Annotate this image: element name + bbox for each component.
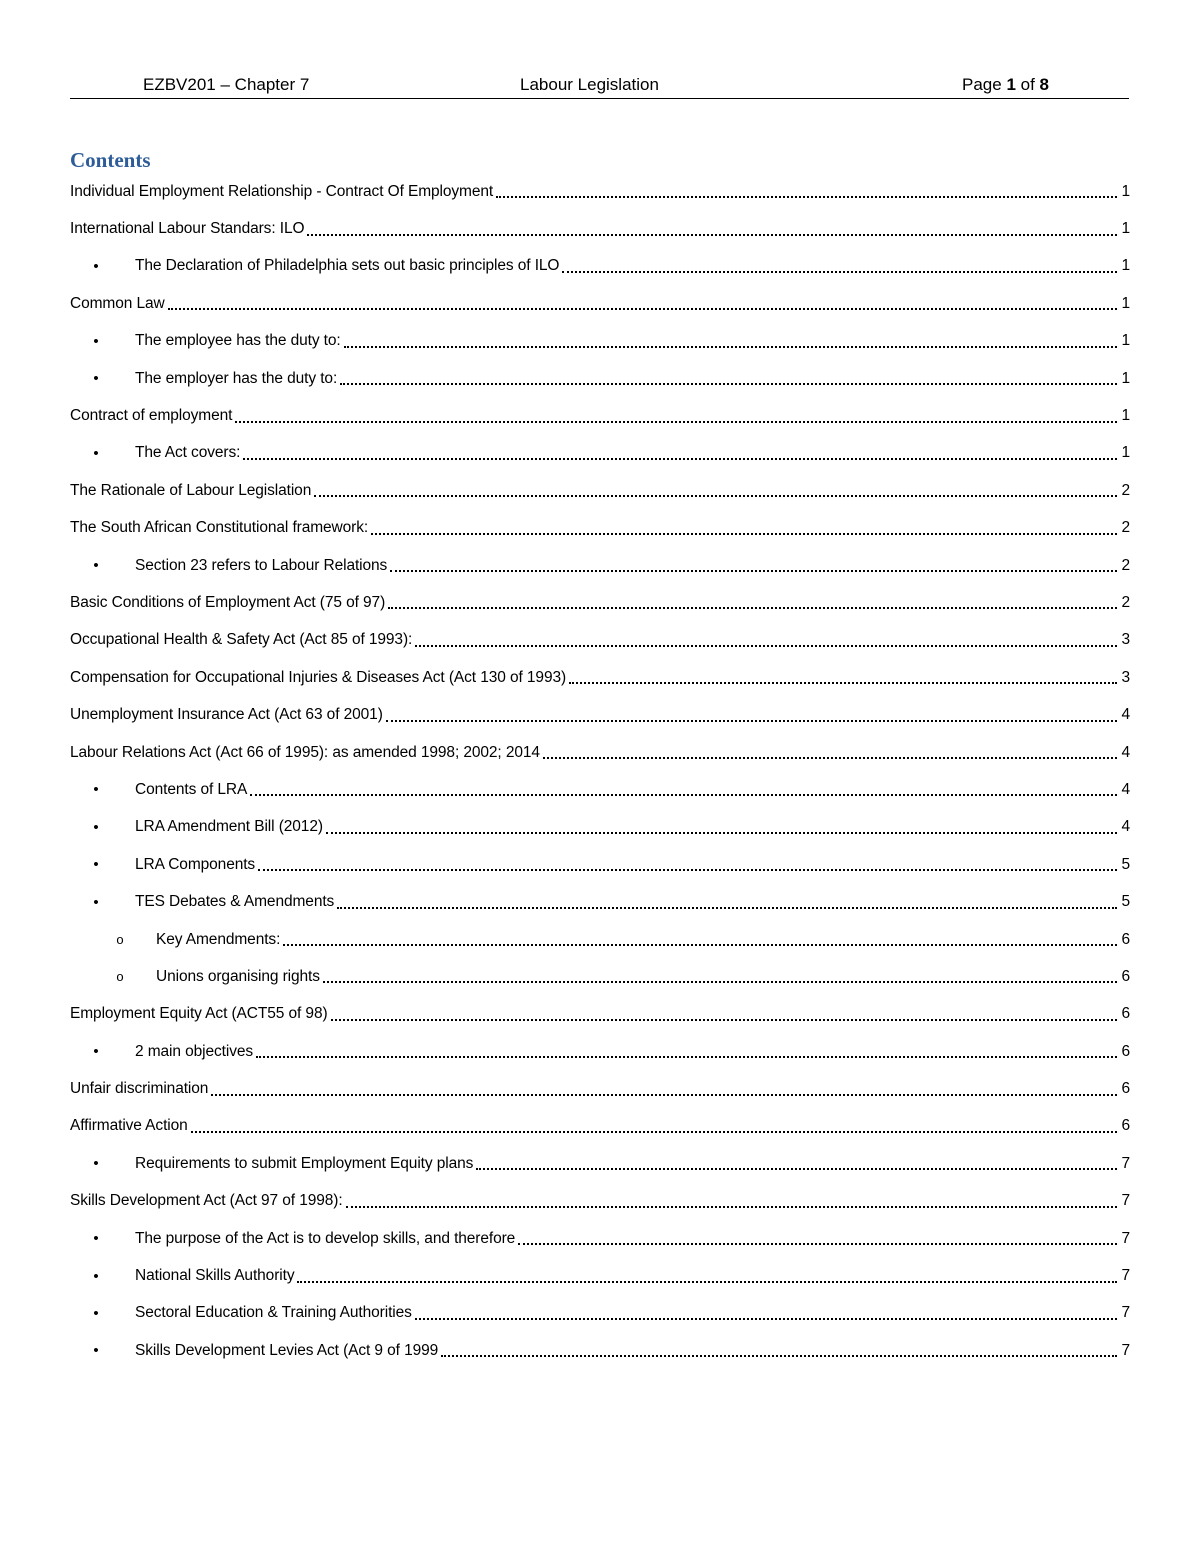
bullet-icon: •: [93, 444, 99, 462]
toc-entry-page: 6: [1121, 1117, 1130, 1135]
toc-entry-title: Section 23 refers to Labour Relations: [135, 556, 388, 574]
dot-leader: [518, 1242, 1117, 1245]
toc-entry-title: National Skills Authority: [135, 1267, 295, 1285]
dot-leader: [211, 1093, 1117, 1096]
toc-entry-page: 2: [1121, 593, 1130, 611]
toc-entry[interactable]: [70, 1257, 1130, 1294]
page-prefix: Page: [962, 75, 1007, 94]
dot-leader: [415, 644, 1117, 647]
toc-entry-title: International Labour Standars: ILO: [70, 220, 305, 238]
toc-entry-page: 6: [1121, 1042, 1130, 1060]
toc-entry-title: Sectoral Education & Training Authorities: [135, 1304, 412, 1322]
dot-leader: [326, 831, 1117, 834]
header-page-number: [962, 75, 1049, 95]
toc-entry[interactable]: [70, 584, 1130, 621]
dot-leader: [562, 270, 1117, 273]
dot-leader: [346, 1205, 1117, 1208]
toc-entry[interactable]: [70, 360, 1130, 397]
toc-entry-page: 6: [1121, 1005, 1130, 1023]
toc-entry-page: 2: [1121, 481, 1130, 499]
toc-entry-page: 7: [1121, 1267, 1130, 1285]
toc-entry-page: 3: [1121, 668, 1130, 686]
table-of-contents: [70, 173, 1130, 1370]
page-header: [70, 72, 1129, 99]
dot-leader: [476, 1167, 1117, 1170]
toc-entry-title: Unemployment Insurance Act (Act 63 of 2001): [70, 706, 383, 724]
toc-entry-page: 1: [1121, 294, 1130, 312]
toc-entry-title: Skills Development Levies Act (Act 9 of 1999: [135, 1341, 439, 1359]
dot-leader: [331, 1018, 1117, 1021]
dot-leader: [441, 1354, 1117, 1357]
toc-entry-page: 6: [1121, 1080, 1130, 1098]
page-of: of: [1015, 75, 1040, 94]
toc-entry-page: 6: [1121, 930, 1130, 948]
dot-leader: [371, 532, 1117, 535]
circle-bullet-icon: o: [116, 969, 124, 985]
page-current: 1: [1006, 75, 1016, 94]
toc-entry[interactable]: [70, 1033, 1130, 1070]
dot-leader: [388, 606, 1117, 609]
header-course-chapter: EZBV201 – Chapter 7: [143, 75, 310, 94]
toc-entry-page: 1: [1121, 257, 1130, 275]
toc-entry-page: 1: [1121, 220, 1130, 238]
bullet-icon: •: [93, 893, 99, 911]
toc-entry-title: Contents of LRA: [135, 780, 248, 798]
toc-entry-title: The Act covers:: [135, 444, 241, 462]
bullet-icon: •: [93, 818, 99, 836]
dot-leader: [283, 943, 1117, 946]
toc-entry-page: 2: [1121, 556, 1130, 574]
toc-entry-title: TES Debates & Amendments: [135, 893, 335, 911]
dot-leader: [191, 1130, 1117, 1133]
toc-entry-page: 4: [1121, 706, 1130, 724]
bullet-icon: •: [93, 781, 99, 799]
toc-entry-title: Skills Development Act (Act 97 of 1998):: [70, 1192, 343, 1210]
toc-entry[interactable]: [70, 510, 1130, 547]
toc-entry-page: 7: [1121, 1229, 1130, 1247]
toc-entry[interactable]: [70, 210, 1130, 247]
toc-entry[interactable]: [70, 1070, 1130, 1107]
bullet-icon: •: [93, 332, 99, 350]
toc-entry-title: Individual Employment Relationship - Contract Of Employment: [70, 182, 494, 200]
dot-leader: [543, 756, 1117, 759]
toc-entry-title: Common Law: [70, 294, 165, 312]
toc-entry-page: 5: [1121, 855, 1130, 873]
toc-entry-page: 4: [1121, 780, 1130, 798]
toc-entry-title: Employment Equity Act (ACT55 of 98): [70, 1005, 328, 1023]
toc-entry[interactable]: [70, 1108, 1130, 1145]
toc-entry[interactable]: [70, 696, 1130, 733]
dot-leader: [250, 793, 1117, 796]
header-title: Labour Legislation: [520, 75, 659, 94]
toc-entry[interactable]: [70, 958, 1130, 995]
toc-entry-page: 4: [1121, 743, 1130, 761]
toc-entry[interactable]: [70, 173, 1130, 210]
bullet-icon: •: [93, 1267, 99, 1285]
bullet-icon: •: [93, 1304, 99, 1322]
circle-bullet-icon: o: [116, 932, 124, 947]
bullet-icon: •: [93, 1043, 99, 1061]
toc-entry-page: 7: [1121, 1154, 1130, 1172]
bullet-icon: •: [93, 370, 99, 388]
toc-entry-page: 6: [1121, 967, 1130, 985]
toc-entry-title: Key Amendments:: [156, 930, 281, 948]
bullet-icon: •: [93, 557, 99, 575]
toc-entry[interactable]: [70, 248, 1130, 285]
dot-leader: [235, 420, 1117, 423]
toc-entry-page: 5: [1121, 893, 1130, 911]
dot-leader: [323, 980, 1117, 983]
dot-leader: [314, 494, 1117, 497]
toc-entry-title: Compensation for Occupational Injuries & Diseases Act (Act 130 of 1993): [70, 668, 567, 686]
toc-entry-title: LRA Components: [135, 855, 256, 873]
dot-leader: [415, 1317, 1117, 1320]
dot-leader: [340, 382, 1117, 385]
dot-leader: [168, 307, 1117, 310]
toc-entry-title: Occupational Health & Safety Act (Act 85 of 1993):: [70, 631, 413, 649]
toc-entry[interactable]: [70, 1183, 1130, 1220]
toc-entry[interactable]: [70, 1295, 1130, 1332]
toc-entry[interactable]: [70, 809, 1130, 846]
toc-entry-title: Contract of employment: [70, 407, 233, 425]
toc-entry[interactable]: [70, 921, 1130, 958]
contents-heading: Contents: [70, 148, 151, 172]
toc-entry-title: Basic Conditions of Employment Act (75 of 97): [70, 593, 386, 611]
toc-entry-page: 1: [1121, 182, 1130, 200]
toc-entry-page: 1: [1121, 369, 1130, 387]
toc-entry-page: 7: [1121, 1192, 1130, 1210]
toc-entry[interactable]: [70, 883, 1130, 920]
toc-entry[interactable]: [70, 472, 1130, 509]
bullet-icon: •: [93, 1230, 99, 1248]
bullet-icon: •: [93, 1342, 99, 1360]
dot-leader: [243, 457, 1117, 460]
toc-entry[interactable]: [70, 846, 1130, 883]
bullet-icon: •: [93, 1155, 99, 1173]
toc-entry[interactable]: [70, 771, 1130, 808]
toc-entry[interactable]: [70, 734, 1130, 771]
page-total: 8: [1039, 75, 1049, 94]
toc-entry[interactable]: [70, 1220, 1130, 1257]
toc-entry-title: The purpose of the Act is to develop skills, and therefore: [135, 1229, 516, 1247]
toc-entry[interactable]: [70, 323, 1130, 360]
toc-entry-title: The employee has the duty to:: [135, 332, 341, 350]
toc-entry-page: 1: [1121, 444, 1130, 462]
toc-entry[interactable]: [70, 1332, 1130, 1369]
dot-leader: [307, 233, 1117, 236]
toc-entry-title: LRA Amendment Bill (2012): [135, 818, 323, 836]
toc-entry-title: Unions organising rights: [156, 967, 320, 985]
bullet-icon: •: [93, 856, 99, 874]
toc-entry-title: The Rationale of Labour Legislation: [70, 481, 312, 499]
toc-entry[interactable]: [70, 996, 1130, 1033]
dot-leader: [256, 1055, 1117, 1058]
toc-entry-page: 1: [1121, 332, 1130, 350]
toc-entry[interactable]: [70, 285, 1130, 322]
toc-entry-title: The Declaration of Philadelphia sets out basic principles of ILO: [135, 257, 560, 275]
toc-entry-page: 4: [1121, 818, 1130, 836]
toc-entry-page: 1: [1121, 407, 1130, 425]
toc-entry-title: The South African Constitutional framework:: [70, 519, 369, 537]
toc-entry-page: 2: [1121, 519, 1130, 537]
dot-leader: [390, 569, 1117, 572]
toc-entry[interactable]: [70, 397, 1130, 434]
toc-entry-title: Affirmative Action: [70, 1117, 188, 1135]
dot-leader: [496, 195, 1117, 198]
toc-entry[interactable]: [70, 659, 1130, 696]
toc-entry[interactable]: [70, 1145, 1130, 1182]
dot-leader: [258, 868, 1117, 871]
dot-leader: [569, 681, 1117, 684]
toc-entry-page: 3: [1121, 631, 1130, 649]
toc-entry[interactable]: [70, 547, 1130, 584]
bullet-icon: •: [93, 257, 99, 275]
toc-entry-title: Requirements to submit Employment Equity plans: [135, 1154, 474, 1172]
toc-entry[interactable]: [70, 435, 1130, 472]
dot-leader: [297, 1280, 1117, 1283]
toc-entry-title: The employer has the duty to:: [135, 369, 338, 387]
toc-entry-page: 7: [1121, 1304, 1130, 1322]
dot-leader: [337, 906, 1117, 909]
toc-entry-title: Unfair discrimination: [70, 1080, 209, 1098]
toc-entry-title: Labour Relations Act (Act 66 of 1995): as amended 1998; 2002; 2014: [70, 743, 540, 761]
toc-entry[interactable]: [70, 622, 1130, 659]
toc-entry-page: 7: [1121, 1341, 1130, 1359]
dot-leader: [344, 345, 1117, 348]
toc-entry-title: 2 main objectives: [135, 1042, 254, 1060]
dot-leader: [386, 719, 1117, 722]
